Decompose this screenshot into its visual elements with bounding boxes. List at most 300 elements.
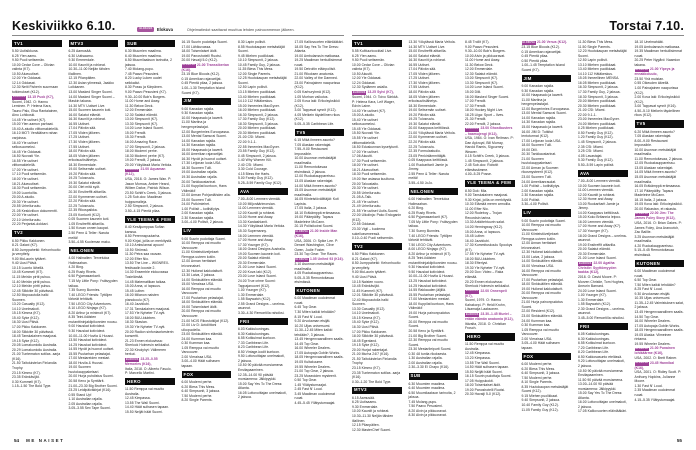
program-line: 7.33 Caribbean Life. (238, 340, 270, 345)
program-line: 14.10 112 Hätäkeskus. (578, 71, 614, 76)
program-line: 9.00 Kanadan rajalla. (521, 84, 555, 89)
program-line: 9.30–10.00 Bob's Burgers. (125, 94, 166, 99)
program-line: 11.50 Single Parents. (578, 44, 611, 49)
program-line: 9.45 Miehen puolikkaat. (238, 53, 275, 58)
program-line: 8.00–9.00 Restaurant Impossible. (634, 138, 668, 148)
channel-block-yle-teema-fem (125, 216, 175, 376)
program-line: 21.50 Taitoluistelun Finlandia Trophy. (352, 356, 397, 366)
program-line: 11.05 Family Guy (K12). (521, 407, 559, 412)
program-line: 15.05 Ihmeellinen MENSA. (578, 76, 620, 81)
program-line: 2.00 Kanadan rajalla. (181, 211, 215, 216)
listings-column (635, 40, 685, 412)
program-line: 15.45 Luther. (465, 234, 486, 239)
program-line: 1.20 Family Guy (K12). (578, 135, 614, 140)
program-line: 4.15–5.35 Yllätysturnaajat. (634, 397, 676, 402)
program-line: 14.00 Kanadan rajalla. (181, 138, 217, 143)
channel-header: LIV (522, 209, 572, 216)
program-line: 17.05 Viiden jälkeen. (408, 71, 441, 76)
channel-header: YLE TEEMA & FEM (125, 216, 175, 223)
program-line: 9.50 Lottovoittajan unelmakoti, 2 jaksoa. (238, 354, 285, 363)
program-line: 23.00 Suomen Tulli. (521, 175, 553, 179)
program-line: 19.00 Seitsemän uutiset. (408, 108, 447, 113)
program-line: 22.35 Formulastudio. (408, 149, 441, 154)
program-line: 10.00 Suomen kaunein koti. (578, 183, 621, 188)
program-line: 14.30 MTV Uutiset Live. (408, 44, 446, 49)
program-line: 20.29 Lomakuntoilu Australia. (12, 347, 58, 352)
program-line: 18.05 Say Yes To The Dress: Atlanta. (294, 44, 339, 54)
program-line: 1.00 Younger (K7). (238, 288, 267, 293)
program-line-movie: ELOKUVA 21.00 Punainen lohikäärme (K16), (634, 346, 676, 356)
program-line: 6.25 Uutisaamu. (352, 400, 378, 405)
movie-tag-icon: ELOKUVA (635, 213, 648, 216)
program-line: 10.00 Remppa vai muutto Vancouver. (521, 223, 561, 232)
program-line: 12.01 Silkkitie 30 päivässä. (352, 293, 394, 298)
program-line: 7.20 Caribbean Life. (578, 345, 610, 350)
program-line: 2.00 Kanadan rajalla. (521, 188, 555, 193)
program-line: 13.00 Home and Away. (238, 215, 274, 220)
program-line: 2.55 Grand Designs – unelma-asunnot. (238, 301, 285, 311)
program-line: 6.30 Kakkukuningas. (578, 336, 610, 341)
program-line: 8.35 Teini-ikäisten mutanttininjakilpikonnien nousu. (68, 315, 118, 324)
program-line: 14.05 Mikä ihmeen asunto? (634, 170, 677, 175)
channel-block-continued (295, 40, 345, 126)
program-line: 7.50 LEGO City Adventures. (68, 301, 112, 306)
channel-block-frii (238, 318, 288, 400)
program-line: 19.30 Yle Nyheter TV-nytt. (465, 265, 506, 270)
program-line: 12.45 Kimpassa. (465, 351, 491, 356)
program-line: 12.50 Lapin poliisit. (578, 58, 608, 63)
program-line: 5.50–5.59 Lapin poliisit. (578, 162, 615, 167)
program-line: 9.30 Hauskat kotivideot. (68, 329, 106, 334)
program-line: 8.50 Vintage-kodit kuntoon. (238, 349, 281, 354)
program-line: 20.00 Miehen puolikkaat. (238, 126, 277, 131)
listing-columns-left (12, 40, 344, 415)
program-line: 13.00 Ruokaritarit Jamie ja Jimmy. (578, 201, 620, 211)
program-line: 18.00 Päivän sää. (68, 149, 97, 154)
program-line: 13.30 Laiva, 2 jaksoa. (181, 273, 216, 278)
program-line: 8.55 Huutokaupan metsästäjät Suomi. (238, 44, 285, 54)
program-line: 16.55 Yle uutiset viittomakielellä. (12, 158, 38, 168)
program-line: 20.00 Yökylässä Maria Veitola. (125, 162, 173, 167)
program-line: 9.30–10.00 Bob's Burgers. (465, 49, 506, 54)
program-line: 11.30 Below Deck. (465, 62, 494, 67)
channel-header: TV1 (352, 40, 402, 47)
channel-block-continued (635, 40, 685, 118)
program-line: 18.15 Italia, 2 jaksoa. (634, 197, 668, 202)
movie-tag-icon: ELOKUVA (353, 91, 366, 94)
program-line: 19.15 Syke (K12). (352, 343, 380, 348)
program-line: 16.00 Salatut elämät. (408, 53, 442, 58)
program-line: 19.00 Luontoilta. (12, 190, 38, 195)
program-line: 12.30 Salatut elämät. (125, 112, 158, 117)
listings-column (465, 40, 515, 412)
program-line: 14.45 Matematiikan taikaa. (125, 279, 167, 284)
program-line: 12.20 Huutokaupan metsästäjät Suomi. (578, 49, 627, 58)
program-line: 23.30 Top Gear: The Races. (294, 252, 338, 257)
program-line: 1.00 Ruokaritarit Jamie ja Jimmy. (408, 162, 448, 172)
program-line: 21.00 CSI: Miami. (578, 108, 606, 113)
program-line: 9.00 Suurin pudottaja Suomi. (521, 218, 567, 223)
program-line: 13.45 Hengenvaarallinen saalis. (634, 310, 684, 314)
program-line: 0.15 Amerikan rajavartijat. (521, 49, 562, 54)
movie-tag-icon: ELOKUVA (126, 169, 139, 171)
program-line: 0.55 Oikeuden äärellä. (634, 81, 670, 86)
program-line: 23.05 Konkurit (K12). (68, 212, 102, 217)
program-line-movie: ELOKUVA 21.00 Ylpeys ja ennakkoluulo, (634, 67, 675, 77)
program-line: 7.45 Paavo Pesusieni. (125, 71, 160, 76)
program-line: 16.05 Miehen puolikkaat. (578, 80, 617, 85)
program-line: 23.00 Sinkkuäitien elämää. (521, 313, 563, 318)
program-line: 17.05 Autopaja Goblin Works. (294, 350, 341, 355)
program-line: 1.45 Simpsonit, 2 jaksoa. (465, 158, 504, 163)
movie-tag-icon: ELOKUVA (295, 258, 308, 261)
program-line: 15.30 Supernanny. (238, 229, 267, 233)
program-line: 13.00 Mental Samurai Suomi. (521, 111, 567, 116)
program-line: 15.45 Yle Oddasat. (352, 126, 382, 131)
program-line: 15.50 Novosti Yle. (352, 131, 380, 136)
program-line: 19.00 Australian rajalla. (181, 170, 218, 175)
movie-tag-icon: ELOKUVA (635, 362, 648, 365)
program-line: 20.20 Ennen elokuvissa: Sherlock Holmesin seikkailut. (465, 279, 510, 289)
program-line: 20.30 Emmerdale. (238, 260, 267, 265)
program-line: 2.50 Penn & Teller: Naruta meitä! (68, 230, 109, 240)
program-line: 0.15 Amerikan rajavartijat. (181, 76, 222, 81)
program-line-movie: ELOKUVA 22.00 Agatha Christie: Syyttömyyden taakka (K12), (578, 260, 617, 275)
program-line: 14.50 Häät sulhasen tapaan. (465, 365, 510, 370)
program-line: 4.20 Bing. (68, 265, 85, 270)
program-line: 8.20 Arthur ja minimoit (K7). (68, 310, 112, 315)
program-line: 17.00 Leijonan luola USA. (521, 138, 562, 143)
program-line: 20.00 A-studio. (12, 195, 36, 200)
program-line: 11.00 Remontoitavaa, 2 jaksoa. (634, 156, 683, 161)
program-line: 12.00 Efter Nio. (125, 256, 150, 261)
program-line: 23.35 Tuntematon sotilas -sarja (K16). (352, 370, 401, 380)
program-line: 21.00 Rikoksen anatomia. (294, 71, 335, 76)
program-line: 9.00 Kanadan rajalla. (181, 106, 215, 111)
program-line: 14.30 Yökylässä Maria Veitola. (238, 224, 286, 229)
program-line: 11.00 Efter Nio. (465, 206, 489, 211)
listings-column (12, 40, 62, 412)
program-line: 10.30–11.00 Neljän tähden illallinen. (68, 67, 110, 76)
program-line: 10.00 Kauniit ja rohkeat. (352, 409, 390, 414)
program-line: 3.05–4.00 Häät sulhasen tapaan. (521, 341, 560, 350)
program-line: 11.35 Bless This Mess. (238, 67, 274, 72)
program-line: 13.55 The Wall Suomi. (125, 400, 160, 405)
program-line: 6.05 Kakkukuningas. (578, 332, 610, 337)
program-line: 8.40 Kesäjumppaa Sofian kanssa. (125, 225, 165, 234)
listing-columns-right (352, 40, 684, 432)
channel-block-yle-teema-fem (465, 180, 515, 331)
program-line: USA, 2006. O: Spike Lee. P: Denzel Washington, Clive Owen, Jodie Foster. (294, 238, 339, 252)
program-line: 16.00 JIM D: Tutkitut lentoturmat (K12). (521, 129, 554, 139)
program-line: 8.23 Caribbean Life. (238, 345, 270, 350)
program-line: 24.00 Love Island Suomi. (578, 288, 617, 293)
program-line: 15.00 Vieraissa USA. (181, 282, 215, 287)
program-line: 16.40 Jazzklubi. (125, 302, 150, 307)
program-line: 18.00 Moderni perhe. (125, 149, 158, 154)
program-line: 17.00 Puutarhan pelastajat. (181, 295, 224, 300)
program-line: 24.00 Putkimiehet. (181, 202, 211, 207)
program-line: 1.55 Baywatch (K12). (238, 297, 271, 302)
program-line: 23.05 Penkinlämmittäjät. (408, 153, 447, 158)
program-line: 13.30 Simpsonit (K7). (465, 80, 499, 85)
program-line: 6.00 Maailman oudoimmat ruoat. (634, 269, 676, 278)
program-line: 6.25 Ylen aamu. (12, 53, 38, 58)
movie-tag-icon: ELOKUVA (579, 262, 592, 265)
program-line: 13.00–14.00 90 päivää morsiamena: Jälkipyykki. (578, 382, 617, 391)
program-line: 8.20 Single Parents. (181, 398, 213, 403)
program-line: 10.45 Kummeli (K7). (12, 270, 44, 275)
program-line: 23.00 Suomen Tulli. (181, 197, 213, 202)
schedule-disclaimer: Ohjelmatiedot saattavat muuttua lehden painoonmenon jälkeen. (186, 28, 295, 32)
channel-block-ava (238, 188, 288, 315)
program-line: 18.00 Silkkitie 30 päivässä. (12, 329, 54, 334)
program-line: 6.40 Simpsonit, 3 jaksoa. (521, 371, 561, 376)
program-line: 15.50 Neljät häät Suomi. (465, 369, 503, 374)
program-line: 17.00 Yle uutiset. (352, 149, 379, 154)
program-line: 14.00 Kanadan rajalla. (521, 115, 557, 120)
program-line: 7.40 Molang-pupu. (125, 67, 154, 72)
program-line: 20.30 Yle uutiset. (352, 186, 379, 191)
channel-block-mtv3 (352, 387, 402, 432)
program-line: 17.00 Pikku Kakkonen. (12, 325, 48, 330)
program-line: 3.55–4.50 JoJo. (408, 180, 434, 185)
program-line: 8.21 Galaxi (K7). (12, 243, 38, 248)
program-line: 13.40 Miehen puolikkaat. (238, 94, 277, 99)
program-line-movie: ELOKUVA 22.00 Jim: The James Foley Story (K12), (634, 211, 676, 221)
program-line: 14.45 Yle uutiset (K7). (12, 117, 47, 122)
channel-block-continued (578, 40, 628, 167)
program-line-movie: ELOKUVA 23.45 Hannibal (K16), (634, 360, 675, 370)
program-line: 21.00 Top Gear, 2 jaksoa. (294, 369, 334, 374)
program-line: 17.00 Puutarhan pelastajat. (521, 277, 564, 282)
program-line: 8.20 Lucky Luken uudet seikkailut. (125, 76, 162, 85)
program-line: 12.00 Kauniit ja rohkeat. (238, 210, 276, 215)
program-line: 18.30 Suomen Tulli. (181, 165, 213, 170)
channel-block-continued (238, 40, 288, 186)
program-line: 6.30 Uutisaamu. (68, 53, 94, 58)
program-line: 17.55 Uutiset. (68, 144, 90, 149)
program-line: 22.00 Liv D: Avioliittoni ulkopuolella. (181, 323, 217, 332)
program-line-movie: ELOKUVA 23.25–0.55 Memories (K16), (125, 356, 158, 366)
program-line: 21.49 Urheiluruutu. (352, 204, 382, 209)
program-line: 4.50–5.10 Meikein täydellinen rikos (K12). (634, 108, 681, 118)
program-line: 10.00 Remppa vai muutto Vancouver. (181, 241, 221, 250)
program-line: 19.00 Huikeat kakkutaiturit. (521, 286, 564, 291)
program-line: 6.55 Kotikulmat kuntoon. (578, 341, 617, 346)
program-line: 2.30–3.30 El Chapo (K16). (408, 365, 450, 370)
program-line: 13.00 Laiva, 2 jaksoa. (521, 254, 556, 259)
program-line: 22.30 Kinolyhyt: Välimeren herkut. (125, 347, 167, 357)
program-line: 13.30 Arkkitehtuurin salat. (465, 220, 505, 225)
program-line: 13.15 Miehen puolikkaat. (238, 90, 277, 95)
program-line-movie: ELOKUVA 21.00 Venus (K12). (522, 40, 568, 44)
channel-block-tv1 (352, 40, 402, 241)
program-line: 5.05–5.35 Caribbean Life. (294, 121, 335, 126)
program-line: 6.50 Pyjamasankarit (K7). (408, 215, 449, 220)
program-line: 16.45 Yle Oddasat. (12, 149, 42, 154)
program-line: 20.00 Hurja puhdistus Suomi. (68, 374, 114, 379)
program-line: 16.00 Milanon naisten pianokoulu (K7). (125, 293, 159, 302)
program-line: 6.20 Bless This Mess. (521, 366, 556, 371)
program-line: 16.00 Lemmen viemää. (578, 219, 614, 224)
program-line: 12.00 Annan herttaiset leivonnaiset. (181, 259, 217, 268)
program-line: 23.00 Love Island Suomi. (238, 274, 277, 279)
program-line: 12.45 Kimpassa. (125, 396, 151, 401)
program-line: 20.30 Miehen puolikkaat. (238, 130, 277, 135)
program-line: 2.30 Grand Designs – unelma-asunnot. (578, 306, 625, 316)
program-line: 0.30–1.20 The Bold Type. (352, 379, 392, 384)
program-line: 16.10 MOT: Venäläisen rahan varjoissa. (12, 131, 58, 141)
program-line: 13.50 The Line – WIGNREX-festivaalin kooste 2. (125, 261, 170, 270)
program-line: 6.50 Pikku Kakkonen. (352, 252, 386, 257)
program-line: 3.25 Asunnon metsästäjät maailmalla. (634, 234, 675, 244)
program-line: 22.35 Rikospaikka. (68, 208, 98, 213)
program-line: 15.00 Haapasalo ja kaverit. (521, 124, 564, 129)
program-line: 10.20 Uljas universumi. (294, 323, 331, 328)
program-line: 7.05 Alaskan rakentajat. (634, 134, 672, 139)
program-line: 17.05 Kalliovuorten eläinlääkäri. (578, 409, 628, 414)
program-line: 16.30 Simpsonit, 2 jaksoa. (578, 85, 619, 90)
channel-block-continued (409, 40, 459, 186)
program-line: 13.00 Masked Singer Suomi. (68, 90, 113, 94)
program-line: 19.20 Päivän sää. (68, 171, 97, 176)
program-line: 7.30 Miten kaikki tehdään? (294, 310, 336, 314)
program-line: 18.00 Kuppilat kuntoon, Hans Välimäki! (408, 301, 454, 311)
program-line: 12.40 Mopoautolla halki Suomen. (352, 297, 389, 307)
channel-header: KUTONEN (295, 287, 345, 294)
program-line: 16.55 Uutiset. (68, 121, 90, 126)
program-line: Italia, 2018. O: Alberto Fasulo. P: Marcello Martini. (125, 366, 172, 376)
program-line: 19.00 Diili. (521, 147, 538, 152)
program-line: 22.00 Kymmenen uutiset. (68, 194, 108, 199)
program-line: 17.55 Yle Nyheter TV-nytt. (465, 252, 506, 257)
program-line: 23.25 Leidipäiväkirjat (K16). (68, 388, 112, 393)
program-line: 12.10 Meirän pirtti puhuu. (12, 284, 52, 289)
program-line: 20.00 Remppa vai muutto Vancouver. (521, 291, 561, 300)
program-line: 18.45 Tanskalainen maajussi. (12, 334, 58, 339)
program-line: 12.00 Burgerimies Euroopassa. (181, 129, 230, 134)
program-line: 7.50 Moderni perhe. (181, 393, 213, 398)
program-line: 21.00 Tuntematon sotilas -sarja (K16). (12, 352, 61, 361)
program-line: 16.00 Miehen puolikkaat. (238, 108, 277, 113)
program-line: 5.05–5.35 Remontoitavaa etsimässä. (294, 275, 334, 285)
program-line: 19.05 Kova laki: Erikoisyksikkö. (634, 202, 683, 207)
program-line: 5.30 Family Guy (K12). (578, 158, 614, 163)
program-line: 21.00 Hurja painonpudotus Suomi. (521, 300, 563, 309)
program-line: 22.00 Arman ja Suomen rikosmysteerit (K12). (521, 165, 559, 175)
program-line: 1.00–1.30 Temptation Island Suomi (K7). (181, 86, 225, 95)
program-line: 17.00 Lähikuvassa. (181, 44, 212, 49)
program-line: 10.00 Cedar Cove – Olivian valinta (K7). (352, 62, 395, 72)
channel-block-kutonen (295, 287, 345, 405)
channel-block-liv (522, 209, 572, 350)
program-line: 18.00 Huvila & Huussi. (68, 360, 104, 365)
program-line: 18.30 Emmerdale. (408, 103, 437, 108)
program-line: 15.05 Asunnon metsästäjät maailmalla. (634, 175, 677, 184)
program-line: 17.05 Kalliovuorten eläinlääkäri. (294, 40, 344, 44)
program-line: 8.25 Fast N' Loud. (634, 287, 663, 292)
program-line: 8.30 Lapin poliisit. (238, 40, 266, 44)
channel-block-kutonen (635, 260, 685, 402)
program-line: 18.30 Puoli seitsemän. (352, 172, 387, 177)
program-line: 18.30 Emmerdale. (68, 162, 97, 167)
program-line: 18.00 BUU-klubben. (465, 256, 497, 261)
program-line: 15.00 Koko Britannia leipoo. (578, 215, 622, 220)
program-line: 15.00 Frendit. (125, 130, 147, 135)
program-line: 17.25 Uutiset. (408, 76, 430, 81)
movie-legend (137, 27, 172, 32)
program-line: 12.15 Pilanpäiten. (352, 423, 380, 428)
program-line: 15.00 Ihmemies MacGyver. (238, 103, 280, 108)
program-line: Suomi, 1979. O: Hannu Kahakorpi. P: Heidi Krohn, Liisamaija Laaksonen. (465, 298, 506, 312)
program-line: 17.55 Uutiset. (408, 85, 430, 90)
program-line: 11.45 Kummeli (K7). (352, 288, 384, 293)
program-line: 2.00 Vieraissa USA. (521, 336, 553, 341)
program-line: 19.30 Salatut elämät. (68, 180, 102, 185)
channel-block-tv2 (12, 230, 62, 389)
program-line: 17.30 Younger (K7). (578, 229, 609, 233)
program-line: 8.50 Jumppahetki: Kehonhuolto ja venyttely. (12, 247, 61, 257)
program-line: 7.05 Alaskan rakentajat. (294, 142, 332, 147)
channel-header: TV2 (352, 243, 402, 250)
program-line: 0.45 Pientä pilaa, 2 jaksoa. (181, 81, 224, 86)
program-line: 8.50 Kakkosasunto etelässä. (578, 354, 623, 359)
program-line: 18.30 Moderni perhe (K7). (125, 153, 166, 158)
program-line: 17.30 Younger (K7). (238, 242, 269, 247)
program-line: 12.30 Huikeat kakkutaiturit. (181, 268, 224, 273)
listings-column (182, 40, 232, 412)
program-line: 2.35 CSI: Miami. (578, 144, 604, 149)
program-line: 11.00 Kiinteistöveljekset: Remppa uuteen kotiin. (521, 232, 560, 241)
channel-header: KUTONEN (635, 260, 685, 267)
program-line: 23.15 Kimmo (K7). (352, 365, 381, 370)
program-line: 18.00 BUU-klubben. (125, 315, 157, 320)
program-line: 19.30 Salatut elämät. (408, 121, 442, 126)
program-line: 16.05 Eräkämppä erämaassa. (634, 184, 681, 189)
program-line: 17.30 Leijonan luola USA. (181, 161, 222, 166)
program-line: 6.40 Simpsonit, 3 jaksoa. (181, 389, 221, 394)
program-line: 21.00–23.30 Big Brother Suomi. (68, 383, 118, 388)
program-line: 8.20 Caribbean Life. (578, 350, 610, 355)
program-line: 12.00 Yle Oddasat. (352, 76, 382, 81)
program-line: 17.30 Frendit. (465, 103, 487, 108)
program-line: 0.55 Stand Up! (68, 392, 92, 397)
program-line: 21.00 Yökylässä Maria Veitola. (408, 130, 456, 135)
program-line: 17.30 Viiden jälkeen. (408, 80, 441, 85)
program-line: 22.25 Tulosruutu. (68, 203, 96, 208)
program-line: 20.30 Ensitreffit alttarilla. (68, 190, 107, 195)
program-line: 6.03 Kakkukuningas. (238, 327, 270, 332)
program-line: 10.50 Alueuutiset. (12, 71, 40, 76)
program-line: 9.30 Kanadan rajalla. (521, 88, 555, 93)
program-line: 12.24 Oddasat. (352, 80, 376, 85)
program-line: 6.00 Halinallen: Tervetuloa Halimaahan. (408, 197, 450, 206)
program-line: 18.00 Suomen Tulli. (521, 143, 553, 148)
program-line: Itävalta, 2018. O: Christian Frosch. (465, 321, 506, 331)
program-line: 18.00 Sinkkuäitien elämää. (181, 300, 223, 305)
program-line: 19.00 Hurja painonpudotus Suomi. (408, 310, 450, 320)
program-line: 12.50 Lapin poliisit. (238, 85, 268, 90)
program-line: 2.40 CSI: Miami. (238, 162, 264, 167)
program-line: 3.00–4.00 Häät sulhasen tapaan. (181, 359, 220, 368)
program-line: 4.00–5.25 Posse. (465, 172, 492, 177)
program-line: 17.00 Mestareiden mestari. (408, 297, 451, 302)
program-line: 14.25 Hauskat kotivideot. (68, 342, 108, 347)
program-line: 23.50 Schitt's Creek, 3 jaksoa. (125, 190, 172, 195)
channel-block-ava (578, 170, 628, 321)
program-line: 9.30 Arvokaman etsijät. (634, 291, 671, 296)
